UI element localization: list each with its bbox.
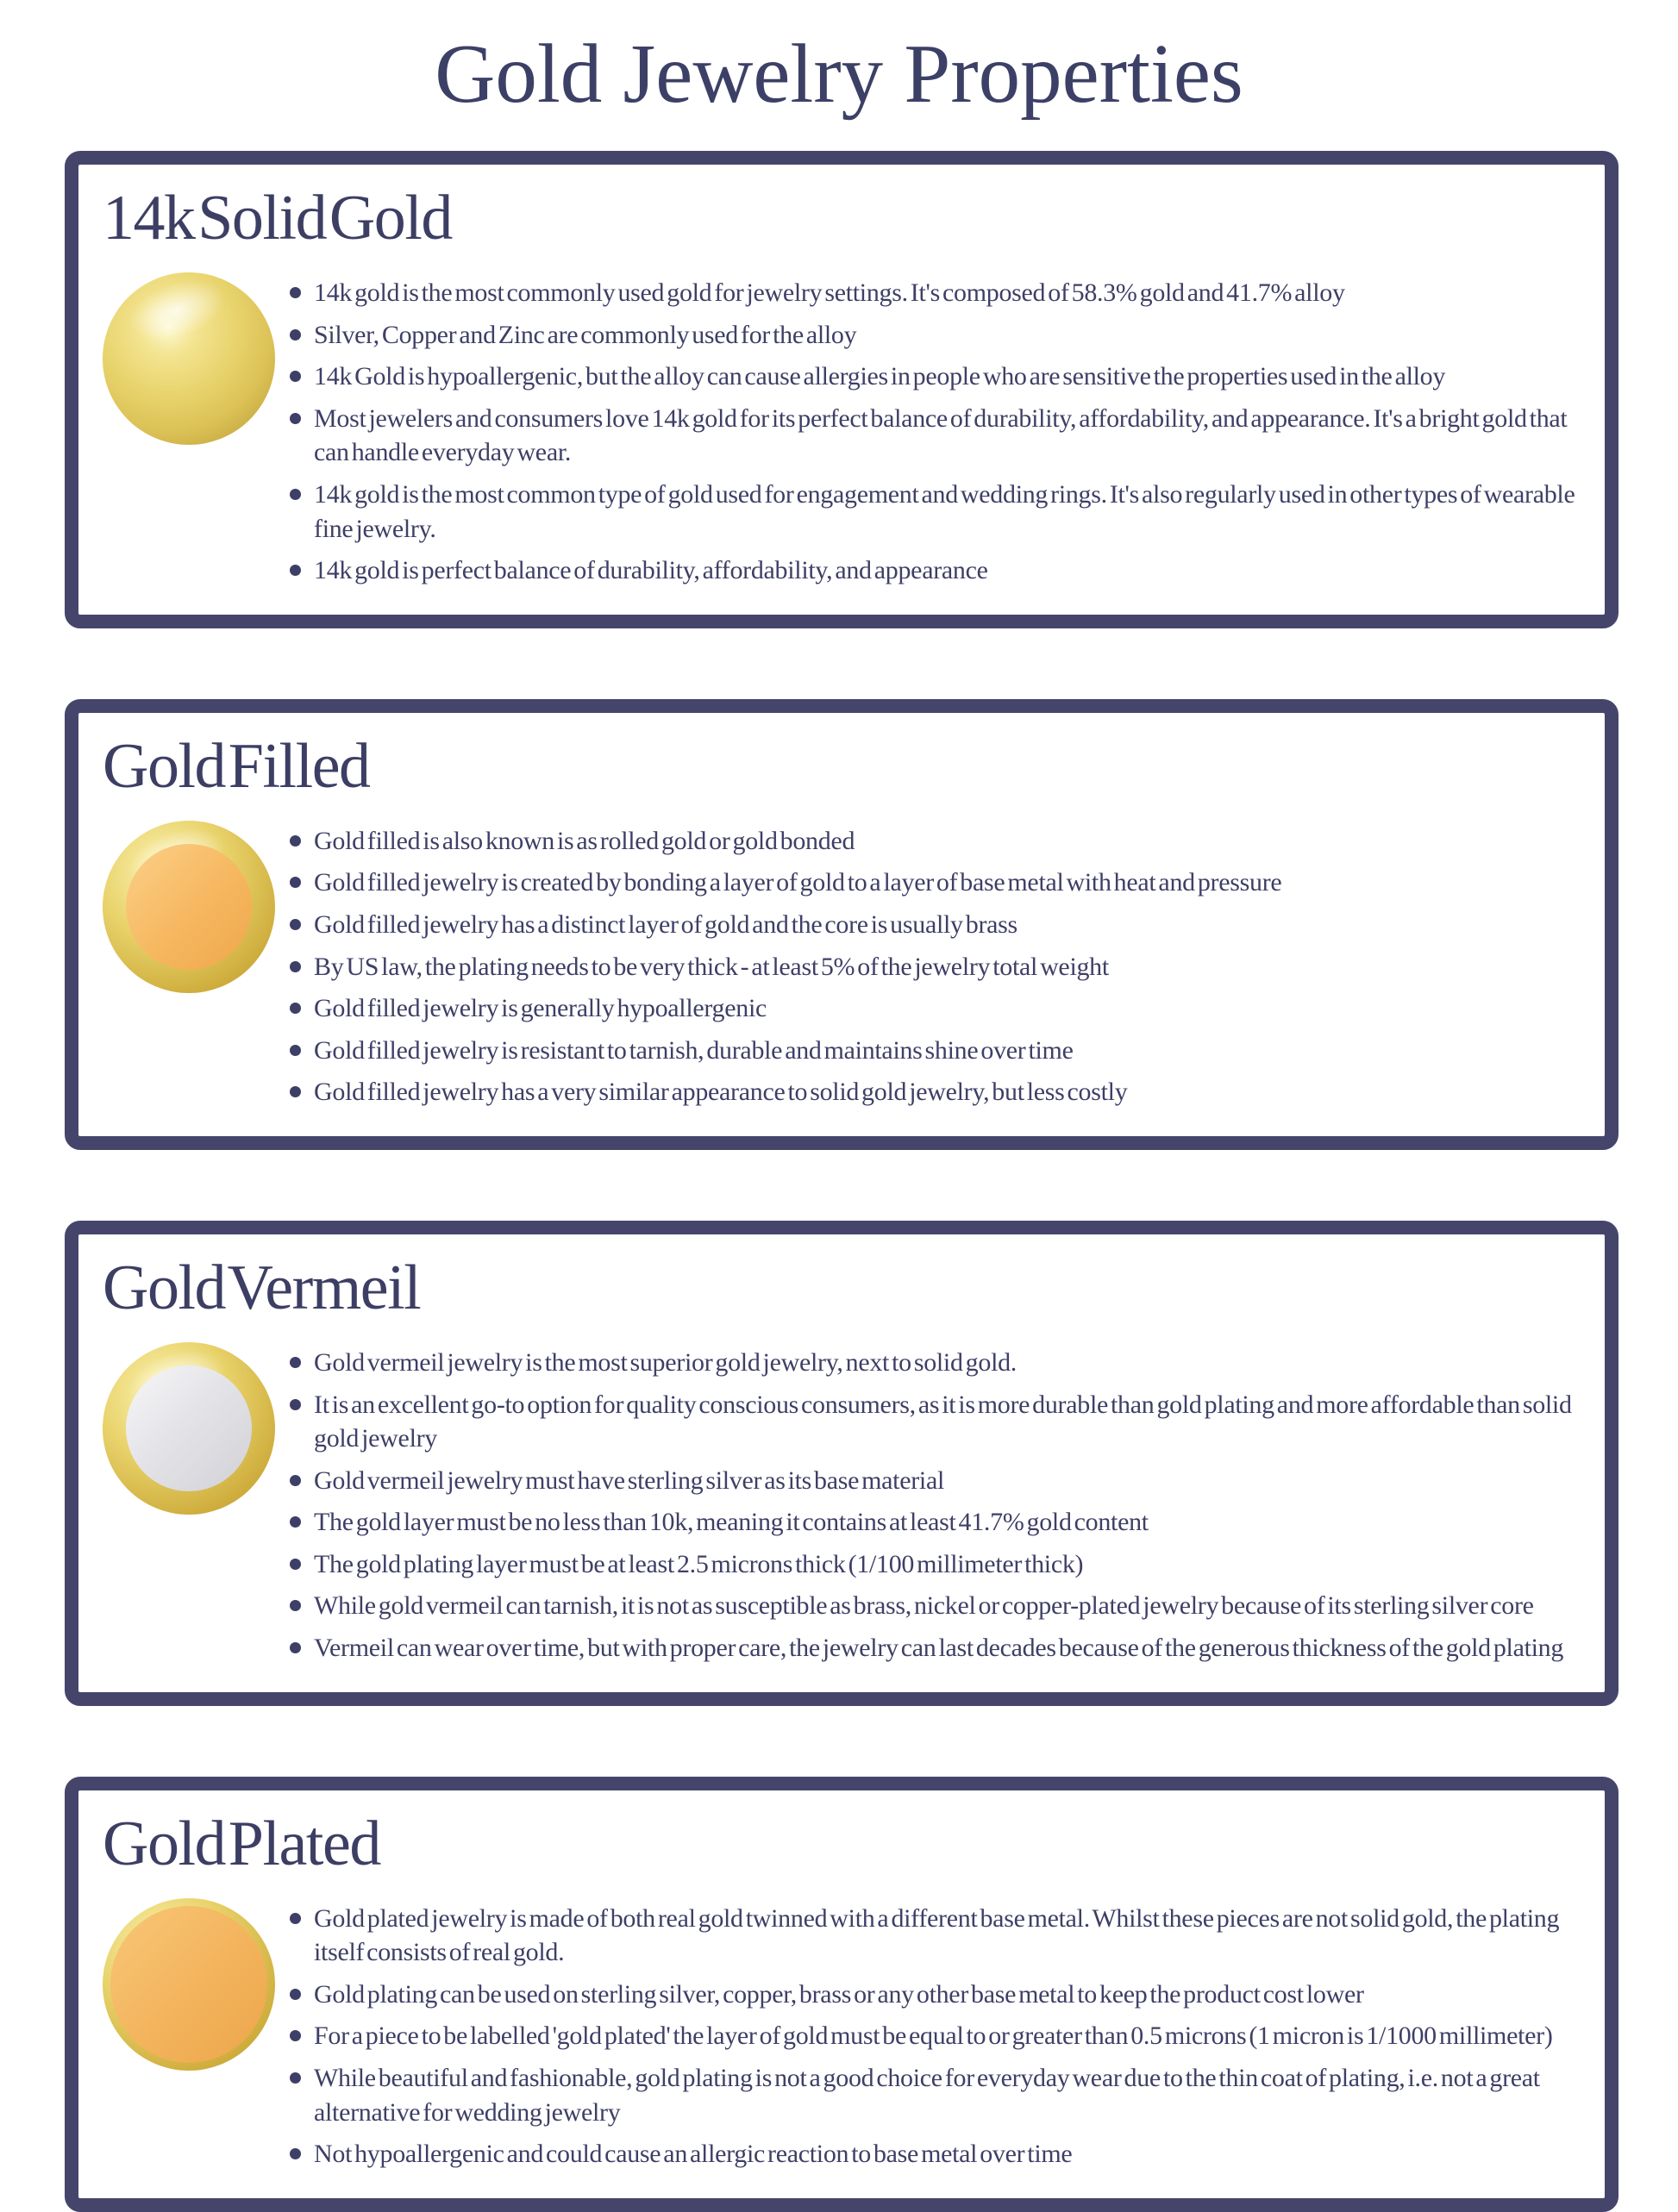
bullet-text: The gold plating layer must be at least 2.5 microns thick (1/100 millimeter thick): [314, 1549, 1084, 1578]
coin-column: [103, 269, 288, 445]
bullet-icon: [290, 961, 301, 972]
page-title: Gold Jewelry Properties: [435, 28, 1243, 120]
list-item: [288, 1902, 1575, 1970]
list-item: [288, 478, 1575, 546]
bullet-list: [288, 1895, 1575, 2179]
section-14k-solid-gold: [65, 151, 1619, 628]
bullet-text: Gold filled jewelry is generally hypoallergenic: [314, 994, 767, 1023]
section-title-gold-plated: Gold Plated: [103, 1808, 380, 1879]
list-item: [288, 1589, 1575, 1623]
bullet-text: Gold plating can be used on sterling silver, copper, brass or any other base metal to keep the product cost lower: [314, 1979, 1364, 2009]
gold-plated-coin: [103, 1898, 275, 2071]
section-gold-plated: [65, 1777, 1619, 2212]
bullet-icon: [290, 2148, 301, 2159]
list-item: [288, 1034, 1575, 1068]
list-item: [288, 553, 1575, 588]
bullet-icon: [290, 877, 301, 888]
bullet-icon: [290, 919, 301, 930]
bullet-list: [288, 1339, 1575, 1673]
list-item: [288, 276, 1575, 310]
list-item: [288, 824, 1575, 859]
bullet-icon: [290, 2072, 301, 2084]
list-item: [288, 2019, 1575, 2053]
bullet-text: Gold filled jewelry has a very similar appearance to solid gold jewelry, but less costly: [314, 1078, 1128, 1107]
gold-filled-coin-core: [126, 844, 252, 970]
gold-filled-coin: [103, 821, 275, 993]
section-body: [103, 817, 1575, 1117]
list-item: [288, 1346, 1575, 1380]
list-item: [288, 865, 1575, 900]
bullet-icon: [290, 489, 301, 500]
bullet-list: [288, 269, 1575, 596]
section-gold-filled: [65, 699, 1619, 1150]
list-item: [288, 1978, 1575, 2012]
bullet-icon: [290, 1600, 301, 1611]
bullet-text: Silver, Copper and Zinc are commonly used for the alloy: [314, 320, 857, 349]
bullet-list: [288, 817, 1575, 1117]
bullet-icon: [290, 413, 301, 424]
bullet-text: 14k gold is the most commonly used gold for jewelry settings. It's composed of 58.3% gold and 41.7% alloy: [314, 278, 1345, 307]
list-item: [288, 318, 1575, 353]
list-item: [288, 950, 1575, 984]
bullet-icon: [290, 1559, 301, 1570]
bullet-text: For a piece to be labelled 'gold plated' the layer of gold must be equal to or greater than 0.5 microns (1 micron is 1/1000 millimeter): [314, 2021, 1553, 2051]
list-item: [288, 1464, 1575, 1498]
list-item: [288, 359, 1575, 394]
bullet-text: Not hypoallergenic and could cause an allergic reaction to base metal over time: [314, 2140, 1073, 2169]
section-body: [103, 1339, 1575, 1673]
bullet-text: Most jewelers and consumers love 14k gold for its perfect balance of durability, affordability, and appearance. It's a bright gold that can handle everyday wear.: [314, 403, 1568, 467]
bullet-text: Vermeil can wear over time, but with proper care, the jewelry can last decades because of the generous thickness of the gold plating: [314, 1634, 1564, 1663]
bullet-icon: [290, 1045, 301, 1056]
list-item: [288, 1631, 1575, 1665]
list-item: [288, 1547, 1575, 1582]
coin-column: [103, 1895, 288, 2071]
bullet-icon: [290, 287, 301, 298]
section-body: [103, 269, 1575, 596]
bullet-icon: [290, 835, 301, 847]
gold-vermeil-coin-core: [126, 1365, 252, 1491]
coin-column: [103, 1339, 288, 1515]
bullet-text: While gold vermeil can tarnish, it is not as susceptible as brass, nickel or copper-plated jewelry because of its sterling silver core: [314, 1591, 1534, 1621]
bullet-icon: [290, 2030, 301, 2041]
bullet-icon: [290, 1475, 301, 1486]
bullet-text: By US law, the plating needs to be very thick - at least 5% of the jewelry total weight: [314, 952, 1109, 981]
list-item: [288, 2137, 1575, 2171]
bullet-icon: [290, 1086, 301, 1097]
bullet-text: 14k gold is perfect balance of durability, affordability, and appearance: [314, 556, 988, 585]
bullet-icon: [290, 1399, 301, 1410]
bullet-icon: [290, 565, 301, 576]
list-item: [288, 991, 1575, 1026]
bullet-text: Gold vermeil jewelry is the most superior gold jewelry, next to solid gold.: [314, 1347, 1017, 1377]
list-item: [288, 402, 1575, 470]
bullet-text: 14k Gold is hypoallergenic, but the alloy can cause allergies in people who are sensitive the properties used in the alloy: [314, 362, 1446, 391]
solid-gold-coin: [103, 272, 275, 445]
list-item: [288, 908, 1575, 942]
gold-plated-coin-core: [110, 1906, 267, 2063]
list-item: [288, 1388, 1575, 1456]
bullet-icon: [290, 1989, 301, 2000]
bullet-text: Gold filled is also known is as rolled gold or gold bonded: [314, 826, 855, 855]
section-title-gold-vermeil: Gold Vermeil: [103, 1252, 421, 1323]
bullet-icon: [290, 1003, 301, 1014]
bullet-icon: [290, 1516, 301, 1528]
bullet-text: Gold plated jewelry is made of both real gold twinned with a different base metal. Whilst these pieces are not solid gold, the plating itself consists of real gold.: [314, 1903, 1560, 1967]
section-title-14k-solid-gold: 14k Solid Gold: [103, 183, 452, 253]
bullet-icon: [290, 329, 301, 341]
coin-column: [103, 817, 288, 993]
bullet-text: Gold filled jewelry is created by bonding a layer of gold to a layer of base metal with heat and pressure: [314, 868, 1282, 897]
bullet-text: 14k gold is the most common type of gold used for engagement and wedding rings. It's also regularly used in other types of wearable fine jewelry.: [314, 479, 1575, 543]
section-body: [103, 1895, 1575, 2179]
bullet-icon: [290, 371, 301, 382]
bullet-icon: [290, 1913, 301, 1924]
gold-vermeil-coin: [103, 1342, 275, 1515]
section-gold-vermeil: [65, 1221, 1619, 1706]
bullet-text: While beautiful and fashionable, gold plating is not a good choice for everyday wear due to the thin coat of plating, i.e. not a great alternative for wedding jewelry: [314, 2064, 1540, 2127]
bullet-icon: [290, 1642, 301, 1653]
bullet-text: Gold vermeil jewelry must have sterling silver as its base material: [314, 1465, 945, 1495]
section-title-gold-filled: Gold Filled: [103, 730, 370, 802]
bullet-text: It is an excellent go-to option for quality conscious consumers, as it is more durable than gold plating and more affordable than solid gold jewelry: [314, 1390, 1572, 1453]
bullet-text: The gold layer must be no less than 10k, meaning it contains at least 41.7% gold content: [314, 1508, 1149, 1537]
bullet-text: Gold filled jewelry is resistant to tarnish, durable and maintains shine over time: [314, 1035, 1074, 1065]
list-item: [288, 2061, 1575, 2129]
bullet-icon: [290, 1357, 301, 1368]
bullet-text: Gold filled jewelry has a distinct layer of gold and the core is usually brass: [314, 909, 1017, 939]
list-item: [288, 1505, 1575, 1540]
list-item: [288, 1075, 1575, 1109]
